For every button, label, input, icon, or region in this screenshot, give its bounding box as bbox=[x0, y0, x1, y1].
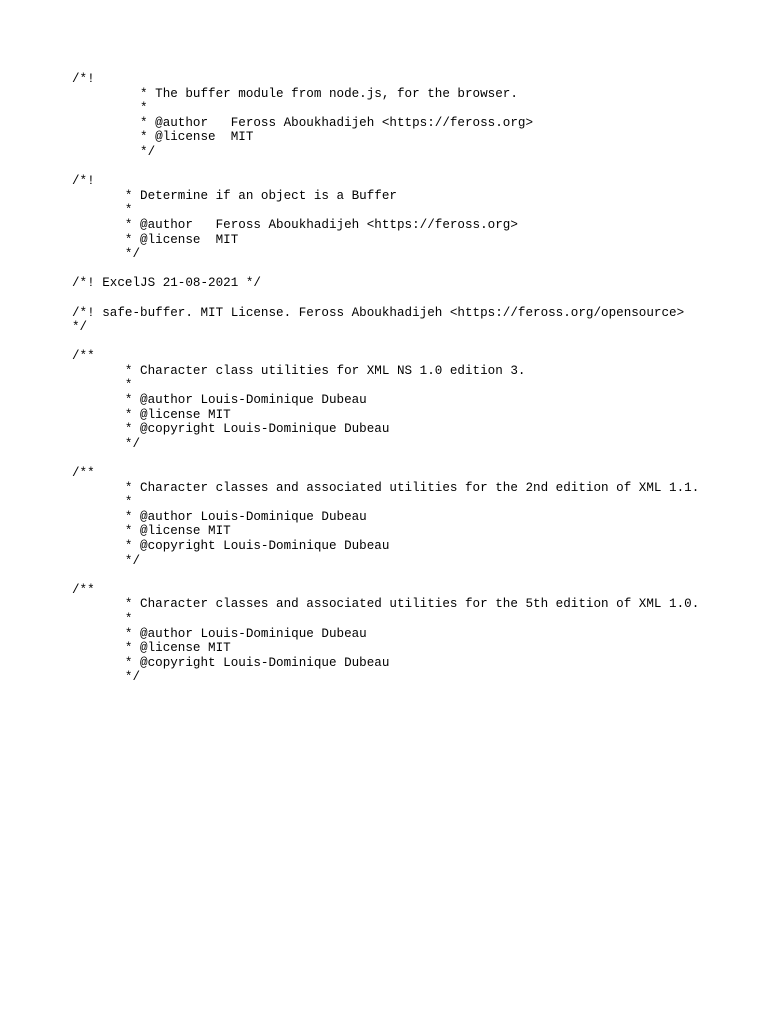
comment-line: * @copyright Louis-Dominique Dubeau bbox=[72, 539, 390, 553]
comment-line: * @license MIT bbox=[72, 130, 254, 145]
is-buffer-comment bbox=[72, 174, 752, 262]
license-comments-document bbox=[72, 72, 752, 700]
comment-line: * @author Louis-Dominique Dubeau bbox=[72, 393, 367, 408]
xml-1-1-comment bbox=[72, 466, 752, 568]
comment-line: /** bbox=[72, 582, 95, 597]
buffer-module-comment bbox=[72, 72, 752, 160]
comment-line: * Character classes and associated utilities for the 5th edition of XML 1.0. bbox=[72, 597, 700, 612]
exceljs-version-comment bbox=[72, 276, 752, 291]
comment-line: * @author Louis-Dominique Dubeau bbox=[72, 626, 367, 641]
xml-ns-comment bbox=[72, 349, 752, 451]
comment-line: /** bbox=[72, 349, 95, 364]
comment-line: * bbox=[72, 495, 133, 510]
comment-line: * @author Feross Aboukhadijeh <https://feross.org> bbox=[72, 115, 534, 130]
comment-line: * @author Louis-Dominique Dubeau bbox=[72, 509, 367, 524]
comment-line: /** bbox=[72, 466, 95, 481]
comment-line: * Character classes and associated utilities for the 2nd edition of XML 1.1. bbox=[72, 480, 700, 495]
comment-line: * bbox=[72, 101, 148, 116]
comment-line: * bbox=[72, 378, 133, 393]
comment-line: */ bbox=[72, 247, 141, 262]
comment-line: /*! bbox=[72, 72, 95, 86]
comment-line: * bbox=[72, 203, 133, 218]
comment-line: /*! safe-buffer. MIT License. Feross Aboukhadijeh <https://feross.org/opensource> bbox=[72, 305, 685, 320]
comment-line: * @license MIT bbox=[72, 232, 239, 247]
comment-line: * @copyright Louis-Dominique Dubeau bbox=[72, 655, 390, 670]
comment-line: /*! bbox=[72, 174, 95, 189]
comment-line: */ bbox=[72, 670, 141, 685]
comment-line: * Character class utilities for XML NS 1.0 edition 3. bbox=[72, 363, 526, 378]
comment-line: * @license MIT bbox=[72, 407, 231, 422]
comment-line: * The buffer module from node.js, for the browser. bbox=[72, 86, 518, 101]
comment-line: */ bbox=[72, 436, 141, 451]
xml-1-0-comment bbox=[72, 583, 752, 685]
comment-line: * @author Feross Aboukhadijeh <https://feross.org> bbox=[72, 217, 518, 232]
comment-line: */ bbox=[72, 553, 141, 568]
comment-line: * @license MIT bbox=[72, 524, 231, 539]
comment-line: * Determine if an object is a Buffer bbox=[72, 188, 397, 203]
comment-line: * @copyright Louis-Dominique Dubeau bbox=[72, 422, 390, 437]
comment-line: * bbox=[72, 611, 133, 626]
comment-line: /*! ExcelJS 21-08-2021 */ bbox=[72, 276, 261, 291]
safe-buffer-comment bbox=[72, 306, 752, 335]
comment-line: */ bbox=[72, 144, 156, 159]
comment-line: */ bbox=[72, 320, 88, 335]
comment-line: * @license MIT bbox=[72, 641, 231, 656]
